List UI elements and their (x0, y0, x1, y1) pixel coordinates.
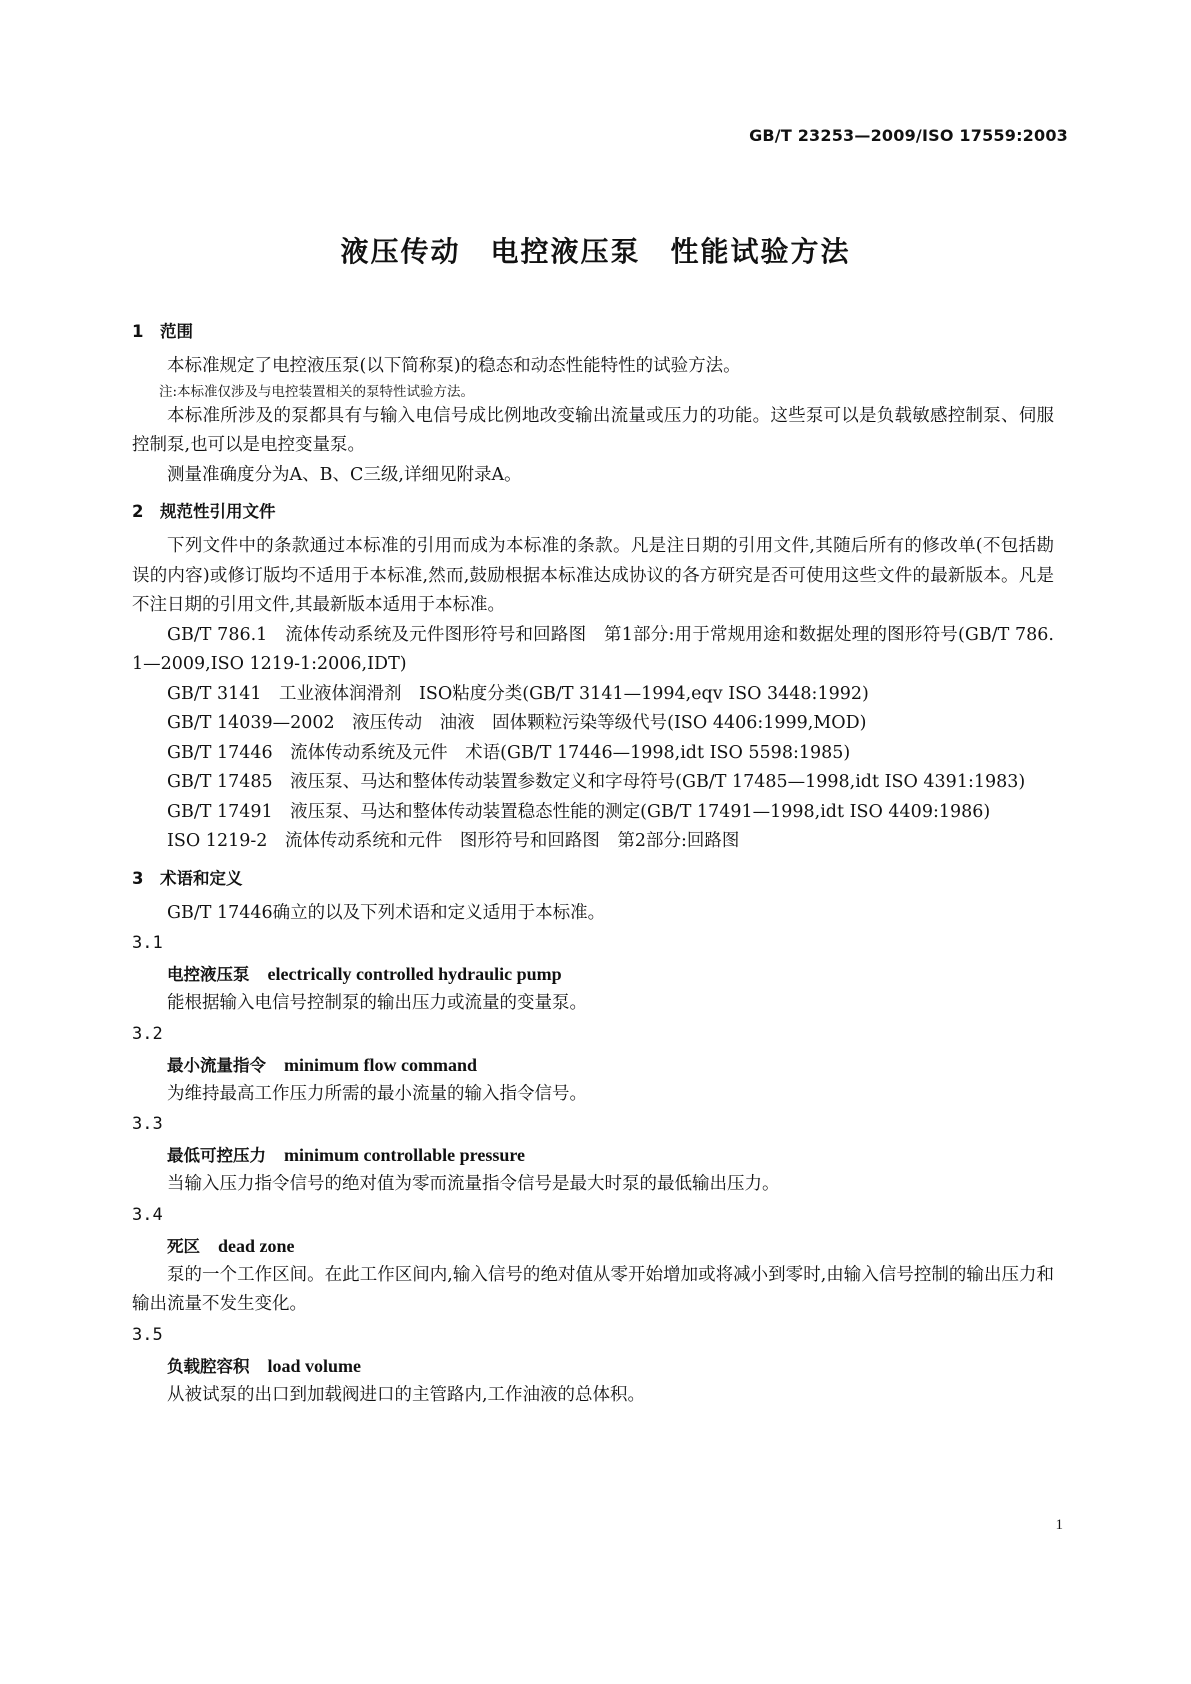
term-chinese: 负载腔容积 (167, 1356, 250, 1376)
term-chinese: 最低可控压力 (167, 1146, 266, 1165)
section-number: 3 (132, 868, 144, 888)
term-definition: 从被试泵的出口到加载阀进口的主管路内,工作油液的总体积。 (167, 1384, 646, 1405)
paragraph: 测量准确度分为A、B、C三级,详细见附录A。 (167, 464, 522, 485)
paragraph: 下列文件中的条款通过本标准的引用而成为本标准的条款。凡是注日期的引用文件,其随后所有的修改单(不包括勘误的内容)或修订版均不适用于本标准,然而,鼓励根据本标准达成协议的各方研究是否可使用这些文件的最新版本。凡是不注日期的引用文件,其最新版本适用于本标准。 (132, 536, 1054, 615)
section-terms-definitions (132, 867, 1054, 1411)
term-name (167, 960, 1054, 989)
term-english: load volume (267, 1355, 362, 1376)
term-entry (132, 928, 1054, 1019)
term-english: minimum flow command (284, 1054, 477, 1075)
section-scope (132, 320, 1054, 490)
term-definition: 为维持最高工作压力所需的最小流量的输入指令信号。 (167, 1083, 587, 1104)
term-number: 3.1 (132, 933, 163, 953)
reference-item: GB/T 3141 工业液体润滑剂 ISO粘度分类(GB/T 3141—1994,eqv ISO 3448:1992) (167, 683, 869, 704)
section-number: 1 (132, 322, 144, 341)
term-name (167, 1232, 1054, 1261)
reference-item: ISO 1219-2 流体传动系统和元件 图形符号和回路图 第2部分:回路图 (167, 831, 740, 851)
section-title: 范围 (160, 322, 193, 341)
section-normative-references (132, 500, 1054, 857)
paragraph: GB/T 17446确立的以及下列术语和定义适用于本标准。 (167, 902, 606, 923)
page-number: 1 (1055, 1517, 1063, 1533)
term-number: 3.4 (132, 1204, 163, 1225)
term-english: dead zone (218, 1235, 295, 1256)
term-definition: 当输入压力指令信号的绝对值为零而流量指令信号是最大时泵的最低输出压力。 (167, 1174, 780, 1194)
term-chinese: 最小流量指令 (167, 1055, 266, 1075)
reference-item: GB/T 17491 液压泵、马达和整体传动装置稳态性能的测定(GB/T 17491—1998,idt ISO 4409:1986) (167, 801, 991, 822)
term-name (167, 1051, 1054, 1080)
section-heading (132, 320, 1054, 344)
paragraph: 本标准所涉及的泵都具有与输入电信号成比例地改变输出流量或压力的功能。这些泵可以是负载敏感控制泵、伺服控制泵,也可以是电控变量泵。 (132, 405, 1054, 455)
term-entry (132, 1320, 1054, 1411)
section-heading (132, 500, 1054, 524)
standard-code: GB/T 23253—2009/ISO 17559:2003 (749, 126, 1068, 145)
term-english: electrically controlled hydraulic pump (267, 964, 562, 984)
reference-item: GB/T 14039—2002 液压传动 油液 固体颗粒污染等级代号(ISO 4406:1999,MOD) (167, 713, 867, 733)
term-definition: 泵的一个工作区间。在此工作区间内,输入信号的绝对值从零开始增加或将减小到零时,由输入信号控制的输出压力和输出流量不发生变化。 (132, 1264, 1054, 1314)
term-number: 3.2 (132, 1023, 163, 1044)
term-entry (132, 1019, 1054, 1110)
paragraph: 本标准规定了电控液压泵(以下简称泵)的稳态和动态性能特性的试验方法。 (167, 356, 741, 376)
document-body (132, 320, 1054, 1410)
section-heading (132, 867, 1054, 891)
term-chinese: 死区 (167, 1236, 200, 1256)
term-english: minimum controllable pressure (284, 1145, 526, 1165)
term-name (167, 1352, 1054, 1381)
term-definition: 能根据输入电信号控制泵的输出压力或流量的变量泵。 (167, 993, 587, 1013)
term-chinese: 电控液压泵 (167, 965, 250, 984)
section-title: 规范性引用文件 (160, 502, 276, 521)
term-entry (132, 1200, 1054, 1320)
reference-item: GB/T 17446 流体传动系统及元件 术语(GB/T 17446—1998,idt ISO 5598:1985) (167, 742, 851, 763)
term-number: 3.5 (132, 1324, 163, 1345)
reference-item: GB/T 17485 液压泵、马达和整体传动装置参数定义和字母符号(GB/T 17485—1998,idt ISO 4391:1983) (167, 772, 1026, 792)
section-number: 2 (132, 502, 144, 521)
term-number: 3.3 (132, 1114, 163, 1134)
section-title: 术语和定义 (160, 868, 243, 888)
term-entry (132, 1109, 1054, 1200)
term-name (167, 1141, 1054, 1170)
note: 注:本标准仅涉及与电控装置相关的泵特性试验方法。 (159, 383, 475, 400)
document-title: 液压传动 电控液压泵 性能试验方法 (340, 235, 851, 268)
reference-item: GB/T 786.1 流体传动系统及元件图形符号和回路图 第1部分:用于常规用途和数据处理的图形符号(GB/T 786.1—2009,ISO 1219-1:2006,IDT) (132, 624, 1054, 674)
